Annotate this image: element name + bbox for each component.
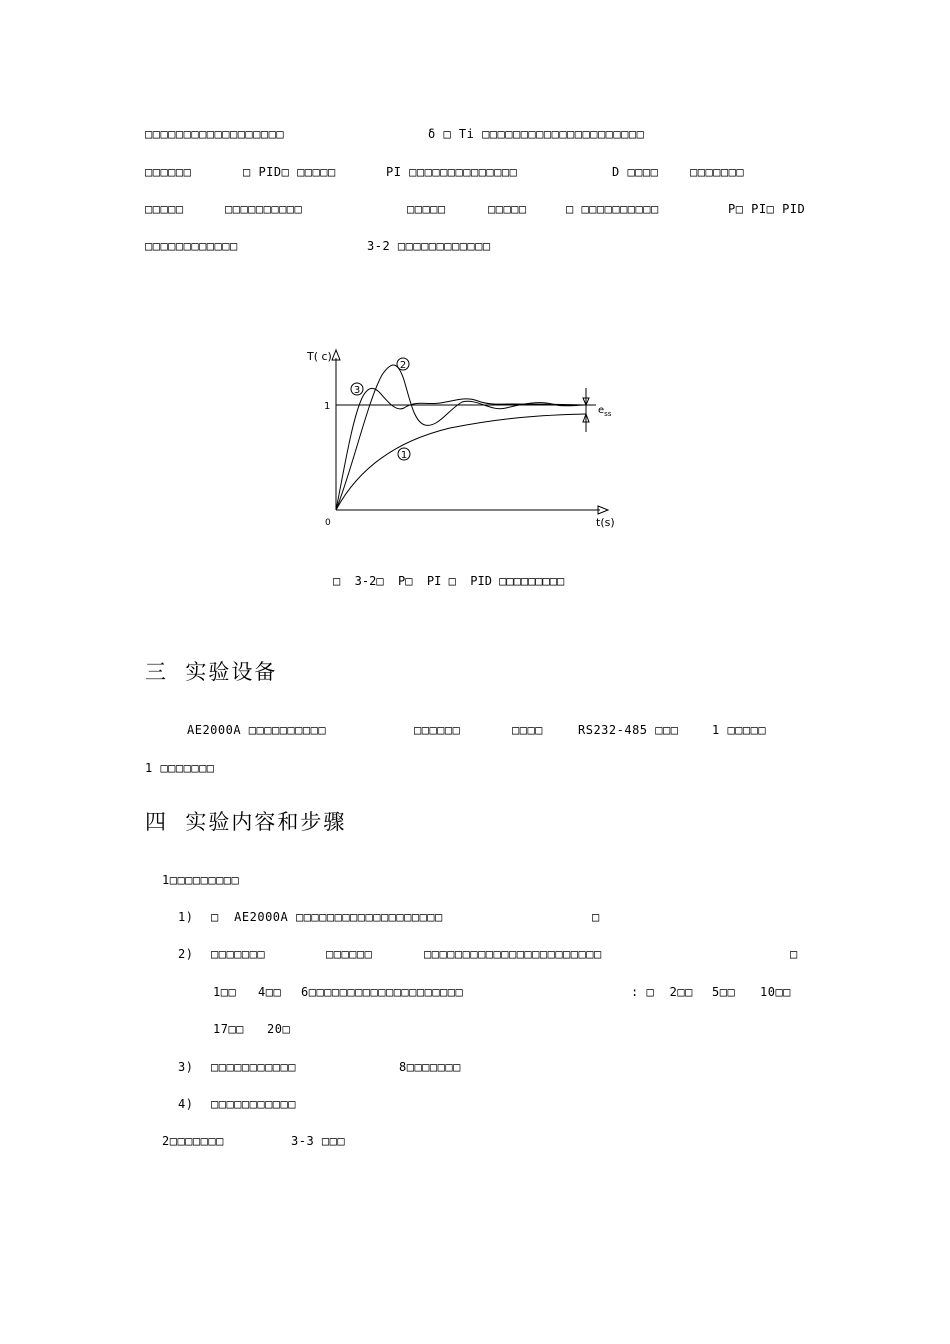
text-segment: □□□□□□□□□□□ [211, 1097, 296, 1111]
text-segment: □□□□□□□□□□□□ [145, 239, 238, 253]
text-segment: □□□□□ [407, 202, 446, 216]
text-segment: □□□□□□□□□□□□□□□□□□ [145, 127, 285, 141]
text-segment: 5□□ [712, 985, 736, 999]
ess-label-main: e [598, 405, 605, 416]
item-number: 1) [178, 910, 194, 924]
text-segment: □□□□□□ [326, 947, 373, 961]
text-segment: : □ 2□□ [631, 985, 693, 999]
curve-2-pi [336, 365, 586, 510]
text-segment: 8□□□□□□□ [399, 1060, 461, 1074]
text-segment: 4□□ [258, 985, 282, 999]
y-axis-label: T( c) [307, 350, 332, 363]
text-segment: PI □□□□□□□□□□□□□□ [386, 165, 518, 179]
figure-caption: □ 3-2□ P□ PI □ PID □□□□□□□□□ [333, 574, 565, 588]
response-curves-figure [295, 340, 625, 540]
curve-2-label: 2 [399, 360, 407, 371]
text-segment: 17□□ [213, 1022, 244, 1036]
text-segment: 6□□□□□□□□□□□□□□□□□□□□ [301, 985, 464, 999]
text-segment: 1 □□□□□ [712, 723, 767, 737]
text-segment: P□ PI□ PID [728, 202, 806, 216]
curve-3-pid [336, 388, 586, 510]
text-segment: □ □□□□□□□□□□ [566, 202, 659, 216]
text-segment: δ □ Ti □□□□□□□□□□□□□□□□□□□□□ [428, 127, 645, 141]
text-segment: □ [592, 910, 600, 924]
text-segment: 3-2 □□□□□□□□□□□□ [367, 239, 491, 253]
text-segment: □□□□□□□ [690, 165, 745, 179]
step-2-title: 2□□□□□□□ [162, 1134, 224, 1148]
step-1-title: 1□□□□□□□□□ [162, 873, 240, 887]
curve-1-label: 1 [400, 450, 408, 461]
text-segment: 20□ [267, 1022, 291, 1036]
x-axis-label: t(s) [596, 516, 615, 529]
text-segment: 1 □□□□□□□ [145, 761, 215, 775]
curve-1-p [336, 414, 586, 510]
text-segment: □ [790, 947, 798, 961]
item-number: 3) [178, 1060, 194, 1074]
text-segment: □ AE2000A □□□□□□□□□□□□□□□□□□□ [211, 910, 443, 924]
text-segment: □□□□□□ [414, 723, 461, 737]
text-segment: 10□□ [760, 985, 791, 999]
curve-3-label: 3 [353, 385, 361, 396]
text-segment: RS232-485 □□□ [578, 723, 679, 737]
item-number: 4) [178, 1097, 194, 1111]
text-segment: □□□□□□ [145, 165, 192, 179]
text-segment: □□□□□□□ [211, 947, 266, 961]
text-segment: □□□□ [512, 723, 543, 737]
text-segment: □□□□□□□□□□□ [211, 1060, 296, 1074]
text-segment: AE2000A □□□□□□□□□□ [187, 723, 327, 737]
text-segment: □□□□□ [145, 202, 184, 216]
text-segment: □ PID□ □□□□□ [243, 165, 336, 179]
ess-label-sub: ss [604, 410, 612, 418]
y-tick-label: 1 [324, 401, 331, 412]
section-3-heading: 三 实验设备 [145, 660, 278, 684]
text-segment: D □□□□ [612, 165, 659, 179]
text-segment: □□□□□□□□□□ [225, 202, 303, 216]
text-segment: 1□□ [213, 985, 237, 999]
ess-label [598, 405, 612, 418]
section-4-heading: 四 实验内容和步骤 [145, 810, 347, 834]
text-segment: 3-3 □□□ [291, 1134, 346, 1148]
origin-label: 0 [325, 518, 331, 528]
text-segment: □□□□□ [488, 202, 527, 216]
text-segment: □□□□□□□□□□□□□□□□□□□□□□□ [424, 947, 602, 961]
item-number: 2) [178, 947, 194, 961]
